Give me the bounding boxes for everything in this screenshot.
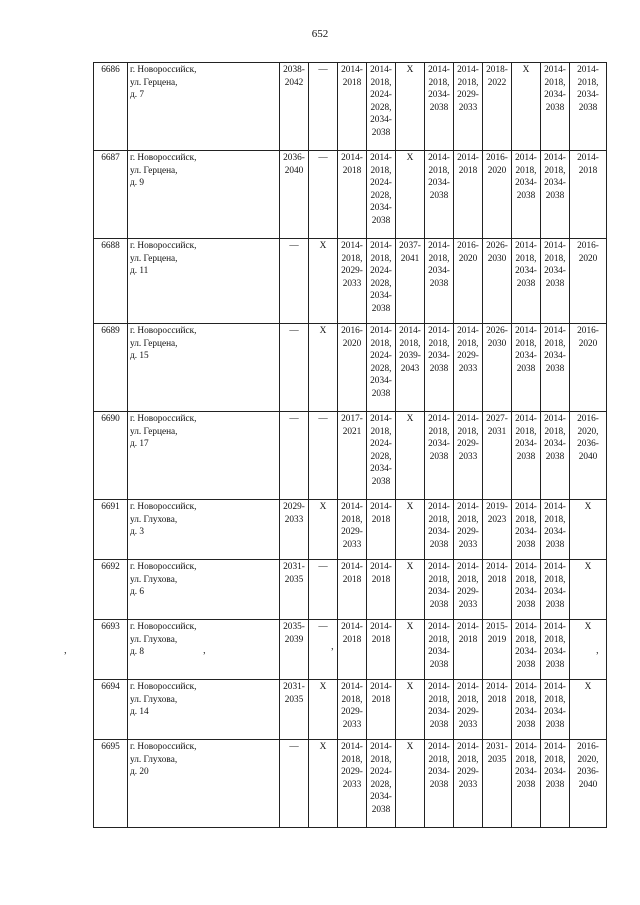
table-row xyxy=(94,324,607,412)
period-cell: X xyxy=(396,560,425,620)
period-cell: 2014- 2018, 2034- 2038 xyxy=(425,63,454,151)
period-cell: 2031- 2035 xyxy=(280,680,309,740)
period-cell: 2014- 2018, 2029- 2033 xyxy=(454,500,483,560)
period-cell: 2014- 2018, 2034- 2038 xyxy=(512,324,541,412)
period-cell: 2014- 2018 xyxy=(454,151,483,239)
period-cell: 2014- 2018, 2034- 2038 xyxy=(570,63,607,151)
table-row xyxy=(94,620,607,680)
period-cell: 2026- 2030 xyxy=(483,239,512,324)
period-cell: 2014- 2018, 2034- 2038 xyxy=(541,412,570,500)
row-number: 6688 xyxy=(94,239,128,324)
period-cell: 2017- 2021 xyxy=(338,412,367,500)
period-cell: 2026- 2030 xyxy=(483,324,512,412)
period-cell: — xyxy=(280,740,309,828)
period-cell: 2014- 2018 xyxy=(338,63,367,151)
period-cell: — xyxy=(309,560,338,620)
period-cell: — xyxy=(280,239,309,324)
period-cell: 2014- 2018, 2034- 2038 xyxy=(425,151,454,239)
table-row xyxy=(94,680,607,740)
period-cell: X xyxy=(396,620,425,680)
period-cell: 2014- 2018, 2034- 2038 xyxy=(512,239,541,324)
period-cell: 2014- 2018, 2034- 2038 xyxy=(541,63,570,151)
address-cell: г. Новороссийск, ул. Герцена, д. 11 xyxy=(128,239,280,324)
address-cell: г. Новороссийск, ул. Герцена, д. 15 xyxy=(128,324,280,412)
scan-mark: , xyxy=(64,644,67,656)
scan-mark: , xyxy=(203,644,206,656)
period-cell: 2035- 2039 xyxy=(280,620,309,680)
period-cell: 2014- 2018 xyxy=(570,151,607,239)
period-cell: 2015- 2019 xyxy=(483,620,512,680)
period-cell: X xyxy=(570,500,607,560)
period-cell: 2014- 2018, 2029- 2033 xyxy=(454,680,483,740)
period-cell: 2014- 2018 xyxy=(454,620,483,680)
period-cell: 2014- 2018, 2024- 2028, 2034- 2038 xyxy=(367,412,396,500)
table-row xyxy=(94,151,607,239)
registry-table xyxy=(93,62,607,828)
period-cell: 2014- 2018, 2039- 2043 xyxy=(396,324,425,412)
address-cell: г. Новороссийск, ул. Герцена, д. 7 xyxy=(128,63,280,151)
period-cell: 2014- 2018, 2029- 2033 xyxy=(454,740,483,828)
period-cell: 2014- 2018 xyxy=(338,151,367,239)
address-cell: г. Новороссийск, ул. Глухова, д. 6 xyxy=(128,560,280,620)
period-cell: 2014- 2018, 2034- 2038 xyxy=(425,680,454,740)
period-cell: 2014- 2018, 2034- 2038 xyxy=(425,500,454,560)
period-cell: X xyxy=(570,620,607,680)
address-cell: г. Новороссийск, ул. Герцена, д. 9 xyxy=(128,151,280,239)
period-cell: 2014- 2018, 2029- 2033 xyxy=(338,500,367,560)
period-cell: X xyxy=(396,412,425,500)
period-cell: 2014- 2018, 2034- 2038 xyxy=(541,620,570,680)
period-cell: 2014- 2018, 2034- 2038 xyxy=(425,740,454,828)
row-number: 6691 xyxy=(94,500,128,560)
period-cell: 2014- 2018, 2034- 2038 xyxy=(425,412,454,500)
period-cell: 2014- 2018 xyxy=(367,500,396,560)
period-cell: X xyxy=(309,324,338,412)
row-number: 6695 xyxy=(94,740,128,828)
table-body xyxy=(94,63,607,828)
period-cell: 2014- 2018, 2034- 2038 xyxy=(541,740,570,828)
address-cell: г. Новороссийск, ул. Глухова, д. 20 xyxy=(128,740,280,828)
period-cell: 2014- 2018, 2034- 2038 xyxy=(512,740,541,828)
period-cell: — xyxy=(309,63,338,151)
period-cell: 2014- 2018, 2034- 2038 xyxy=(512,412,541,500)
row-number: 6690 xyxy=(94,412,128,500)
period-cell: 2014- 2018, 2034- 2038 xyxy=(425,324,454,412)
period-cell: 2014- 2018 xyxy=(367,620,396,680)
period-cell: 2014- 2018, 2029- 2033 xyxy=(338,740,367,828)
period-cell: 2014- 2018, 2034- 2038 xyxy=(541,324,570,412)
period-cell: 2016- 2020 xyxy=(483,151,512,239)
period-cell: 2014- 2018 xyxy=(367,680,396,740)
period-cell: — xyxy=(309,412,338,500)
row-number: 6686 xyxy=(94,63,128,151)
page-number: 652 xyxy=(311,28,329,40)
period-cell: 2031- 2035 xyxy=(280,560,309,620)
period-cell: X xyxy=(309,239,338,324)
row-number: 6693 xyxy=(94,620,128,680)
period-cell: X xyxy=(512,63,541,151)
period-cell: X xyxy=(396,63,425,151)
period-cell: 2014- 2018 xyxy=(367,560,396,620)
scan-mark: , xyxy=(596,644,599,656)
period-cell: X xyxy=(396,500,425,560)
period-cell: 2016- 2020, 2036- 2040 xyxy=(570,740,607,828)
row-number: 6692 xyxy=(94,560,128,620)
table-row xyxy=(94,63,607,151)
period-cell: 2014- 2018, 2034- 2038 xyxy=(512,680,541,740)
period-cell: 2014- 2018, 2029- 2033 xyxy=(338,239,367,324)
period-cell: 2014- 2018, 2034- 2038 xyxy=(425,239,454,324)
period-cell: 2016- 2020 xyxy=(454,239,483,324)
period-cell: 2016- 2020 xyxy=(570,324,607,412)
period-cell: X xyxy=(309,500,338,560)
table-row xyxy=(94,500,607,560)
period-cell: 2014- 2018, 2034- 2038 xyxy=(425,560,454,620)
period-cell: 2031- 2035 xyxy=(483,740,512,828)
period-cell: X xyxy=(396,680,425,740)
period-cell: 2014- 2018, 2024- 2028, 2034- 2038 xyxy=(367,324,396,412)
period-cell: X xyxy=(309,740,338,828)
period-cell: — xyxy=(280,324,309,412)
period-cell: 2036- 2040 xyxy=(280,151,309,239)
period-cell: 2038- 2042 xyxy=(280,63,309,151)
period-cell: 2014- 2018, 2029- 2033 xyxy=(454,412,483,500)
row-number: 6694 xyxy=(94,680,128,740)
period-cell: 2014- 2018, 2034- 2038 xyxy=(541,239,570,324)
period-cell: 2018- 2022 xyxy=(483,63,512,151)
address-cell: г. Новороссийск, ул. Герцена, д. 17 xyxy=(128,412,280,500)
period-cell: 2014- 2018 xyxy=(483,560,512,620)
period-cell: 2027- 2031 xyxy=(483,412,512,500)
address-cell: г. Новороссийск, ул. Глухова, д. 14 xyxy=(128,680,280,740)
period-cell: 2014- 2018, 2024- 2028, 2034- 2038 xyxy=(367,740,396,828)
table-row xyxy=(94,560,607,620)
period-cell: X xyxy=(309,680,338,740)
period-cell: X xyxy=(396,151,425,239)
scan-mark: , xyxy=(331,640,334,652)
period-cell: 2029- 2033 xyxy=(280,500,309,560)
period-cell: 2014- 2018, 2034- 2038 xyxy=(541,500,570,560)
row-number: 6687 xyxy=(94,151,128,239)
period-cell: — xyxy=(309,620,338,680)
period-cell: X xyxy=(570,560,607,620)
period-cell: 2014- 2018, 2034- 2038 xyxy=(512,151,541,239)
period-cell: X xyxy=(396,740,425,828)
period-cell: 2014- 2018, 2029- 2033 xyxy=(454,63,483,151)
period-cell: 2014- 2018, 2034- 2038 xyxy=(541,151,570,239)
period-cell: 2014- 2018 xyxy=(338,620,367,680)
period-cell: 2014- 2018, 2024- 2028, 2034- 2038 xyxy=(367,63,396,151)
period-cell: 2014- 2018, 2024- 2028, 2034- 2038 xyxy=(367,239,396,324)
period-cell: X xyxy=(570,680,607,740)
row-number: 6689 xyxy=(94,324,128,412)
table-row xyxy=(94,239,607,324)
address-cell: г. Новороссийск, ул. Глухова, д. 3 xyxy=(128,500,280,560)
period-cell: 2016- 2020 xyxy=(338,324,367,412)
period-cell: 2014- 2018, 2034- 2038 xyxy=(512,560,541,620)
period-cell: 2016- 2020 xyxy=(570,239,607,324)
period-cell: 2014- 2018, 2029- 2033 xyxy=(454,324,483,412)
period-cell: 2014- 2018, 2034- 2038 xyxy=(425,620,454,680)
period-cell: — xyxy=(280,412,309,500)
period-cell: 2014- 2018, 2034- 2038 xyxy=(512,500,541,560)
period-cell: 2014- 2018, 2024- 2028, 2034- 2038 xyxy=(367,151,396,239)
period-cell: 2019- 2023 xyxy=(483,500,512,560)
table-row xyxy=(94,740,607,828)
period-cell: 2014- 2018, 2029- 2033 xyxy=(338,680,367,740)
period-cell: 2014- 2018, 2034- 2038 xyxy=(541,560,570,620)
period-cell: 2014- 2018 xyxy=(483,680,512,740)
address-cell: г. Новороссийск, ул. Глухова, д. 8 xyxy=(128,620,280,680)
period-cell: 2016- 2020, 2036- 2040 xyxy=(570,412,607,500)
period-cell: 2014- 2018, 2034- 2038 xyxy=(541,680,570,740)
period-cell: 2014- 2018 xyxy=(338,560,367,620)
table-row xyxy=(94,412,607,500)
period-cell: 2037- 2041 xyxy=(396,239,425,324)
period-cell: — xyxy=(309,151,338,239)
period-cell: 2014- 2018, 2034- 2038 xyxy=(512,620,541,680)
period-cell: 2014- 2018, 2029- 2033 xyxy=(454,560,483,620)
